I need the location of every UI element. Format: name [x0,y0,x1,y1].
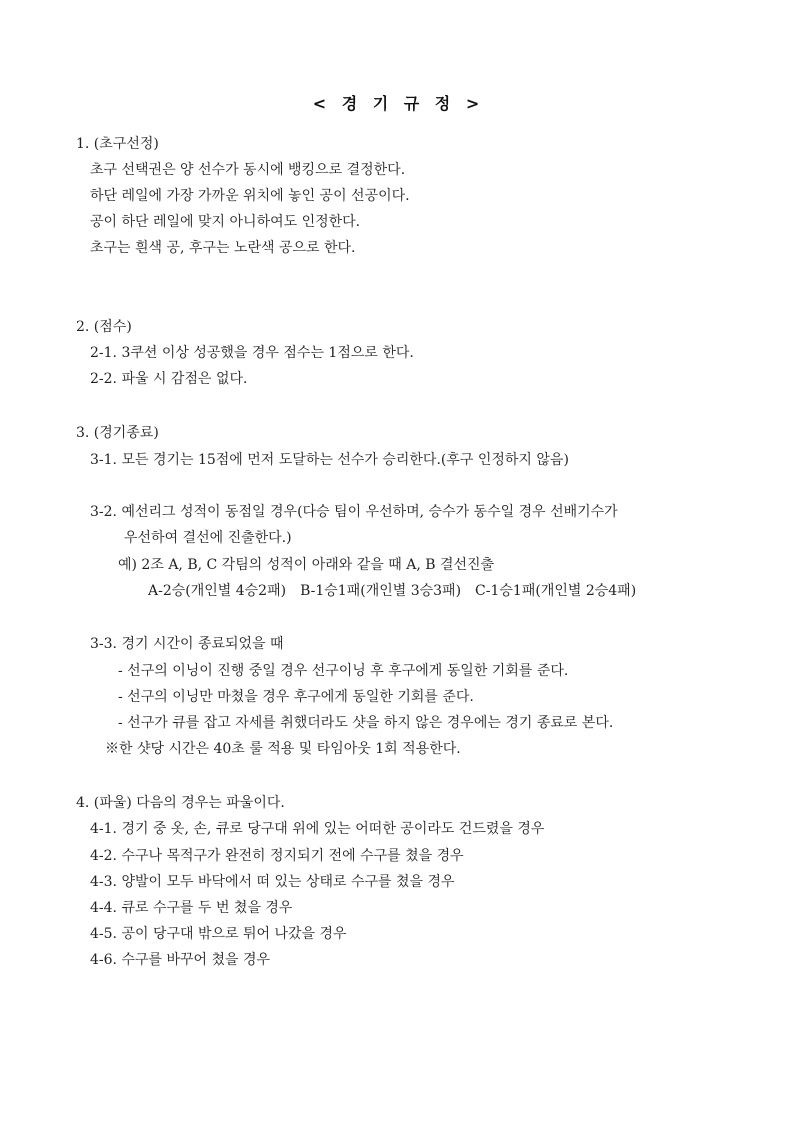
rule-3-3-item: - 선구의 이닝이 진행 중일 경우 선구이닝 후 후구에게 동일한 기회를 준다. [118,663,569,679]
tiebreak-results [148,581,636,601]
section-1-line: 공이 하단 레일에 맞지 아니하여도 인정한다. [90,214,361,230]
team-c-record: C-1승1패(개인별 2승4패) [475,583,637,599]
rule-3-3-item: - 선구의 이닝만 마쳤을 경우 후구에게 동일한 기회를 준다. [118,689,474,705]
rule-4-5: 4-5. 공이 당구대 밖으로 튀어 나갔을 경우 [90,926,347,942]
section-2-heading: 2. (점수) [76,319,132,335]
tiebreak-example: 예) 2조 A, B, C 각팀의 성적이 아래와 같을 때 A, B 결선진출 [118,557,495,573]
rule-4-4: 4-4. 큐로 수구를 두 번 쳤을 경우 [90,900,293,916]
time-rule-note: ※한 샷당 시간은 40초 룰 적용 및 타임아웃 1회 적용한다. [105,741,461,757]
rule-3-3: 3-3. 경기 시간이 종료되었을 때 [90,636,284,652]
rule-3-2: 3-2. 예선리그 성적이 동점일 경우(다승 팀이 우선하며, 승수가 동수일 경우 선배기수가 [90,504,618,520]
team-a-record: A-2승(개인별 4승2패) [148,583,287,599]
section-1-line: 초구는 흰색 공, 후구는 노란색 공으로 한다. [90,240,356,256]
rule-3-2-continued: 우선하여 결선에 진출한다.) [124,530,292,546]
rule-4-3: 4-3. 양발이 모두 바닥에서 떠 있는 상태로 수구를 쳤을 경우 [90,874,455,890]
section-3-heading: 3. (경기종료) [76,425,159,441]
rule-2-2: 2-2. 파울 시 감점은 없다. [90,371,248,387]
section-1-line: 하단 레일에 가장 가까운 위치에 놓인 공이 선공이다. [90,188,410,204]
section-1-line: 초구 선택권은 양 선수가 동시에 뱅킹으로 결정한다. [90,162,406,178]
section-4-heading: 4. (파울) 다음의 경우는 파울이다. [76,795,285,811]
rule-4-1: 4-1. 경기 중 옷, 손, 큐로 당구대 위에 있는 어떠한 공이라도 건드렸을 경우 [90,821,545,837]
rule-3-3-item: - 선구가 큐를 잡고 자세를 취했더라도 샷을 하지 않은 경우에는 경기 종료로 본다. [118,715,614,731]
rule-3-1: 3-1. 모든 경기는 15점에 먼저 도달하는 선수가 승리한다.(후구 인정하지 않음) [90,452,569,468]
rule-4-2: 4-2. 수구나 목적구가 완전히 정지되기 전에 수구를 쳤을 경우 [90,848,464,864]
team-b-record: B-1승1패(개인별 3승3패) [300,583,462,599]
section-1-heading: 1. (초구선정) [76,136,159,152]
rule-4-6: 4-6. 수구를 바꾸어 쳤을 경우 [90,952,271,968]
page-title: < 경 기 규 정 > [312,94,481,113]
rule-2-1: 2-1. 3쿠션 이상 성공했을 경우 점수는 1점으로 한다. [90,345,414,361]
